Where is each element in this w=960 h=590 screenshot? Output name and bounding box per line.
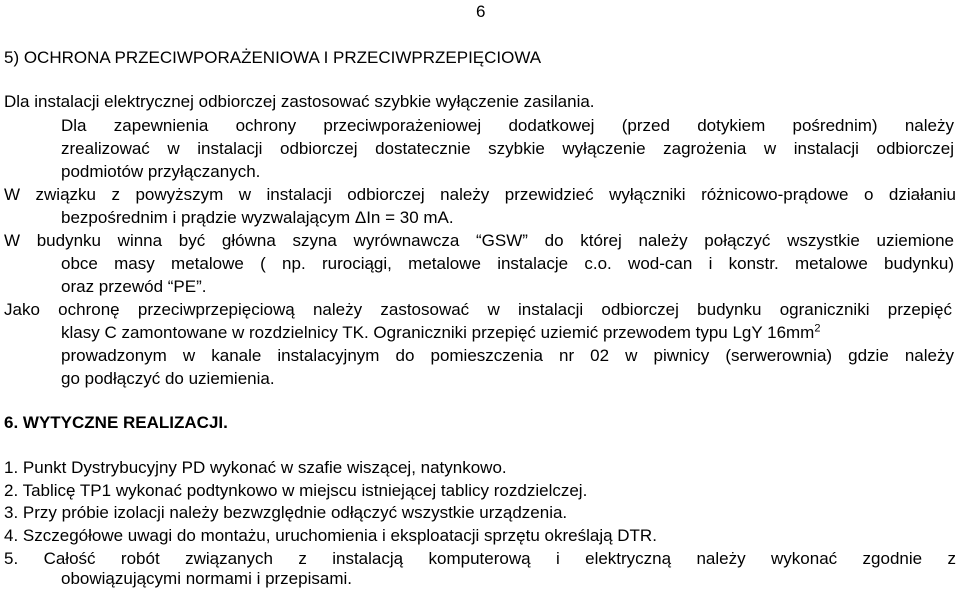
page-number: 6: [476, 2, 486, 21]
paragraph-line: [61, 322, 820, 344]
paragraph-line: go podłączyć do uziemienia.: [61, 369, 275, 388]
list-item-continuation: obowiązującymi normami i przepisami.: [61, 569, 352, 588]
paragraph-line: Jako ochronę przeciwprzepięciową należy zastosować w instalacji odbiorczej budynku ograniczniki przepięć: [4, 300, 952, 319]
paragraph-line: W związku z powyższym w instalacji odbiorczej należy przewidzieć wyłączniki różnicowo-prądowe o działaniu: [4, 185, 956, 204]
paragraph-line: zrealizować w instalacji odbiorczej dostatecznie szybkie wyłączenie zagrożenia w instalacji odbiorczej: [61, 139, 954, 158]
paragraph-text: klasy C zamontowane w rozdzielnicy TK. Ograniczniki przepięć uziemić przewodem typu LgY 16mm: [61, 323, 815, 342]
section-5-heading: 5) OCHRONA PRZECIWPORAŻENIOWA I PRZECIWPRZEPIĘCIOWA: [4, 48, 542, 67]
paragraph-line: Dla zapewnienia ochrony przeciwporażeniowej dodatkowej (przed dotykiem pośrednim) należy: [61, 116, 954, 135]
list-item: 4. Szczegółowe uwagi do montażu, uruchomienia i eksploatacji sprzętu określają DTR.: [4, 526, 657, 545]
paragraph-line: Dla instalacji elektrycznej odbiorczej zastosować szybkie wyłączenie zasilania.: [4, 92, 595, 111]
list-item: 5. Całość robót związanych z instalacją komputerową i elektryczną należy wykonać zgodnie z: [4, 549, 956, 568]
paragraph-line: oraz przewód “PE”.: [61, 277, 207, 296]
superscript: 2: [814, 322, 821, 335]
section-6-heading: 6. WYTYCZNE REALIZACJI.: [4, 413, 228, 432]
paragraph-line: bezpośrednim i prądzie wyzwalającym ΔIn = 30 mA.: [61, 208, 454, 227]
list-item: 1. Punkt Dystrybucyjny PD wykonać w szafie wiszącej, natynkowo.: [4, 458, 507, 477]
paragraph-line: obce masy metalowe ( np. rurociągi, metalowe instalacje c.o. wod-can i konstr. metalowe budynku): [61, 254, 954, 273]
list-item: 3. Przy próbie izolacji należy bezwzględnie odłączyć wszystkie urządzenia.: [4, 503, 568, 522]
paragraph-line: prowadzonym w kanale instalacyjnym do pomieszczenia nr 02 w piwnicy (serwerownia) gdzie należy: [61, 346, 954, 365]
paragraph-line: W budynku winna być główna szyna wyrównawcza “GSW” do której należy połączyć wszystkie uziemione: [4, 231, 954, 250]
list-item: 2. Tablicę TP1 wykonać podtynkowo w miejscu istniejącej tablicy rozdzielczej.: [4, 481, 588, 500]
paragraph-line: podmiotów przyłączanych.: [61, 162, 261, 181]
